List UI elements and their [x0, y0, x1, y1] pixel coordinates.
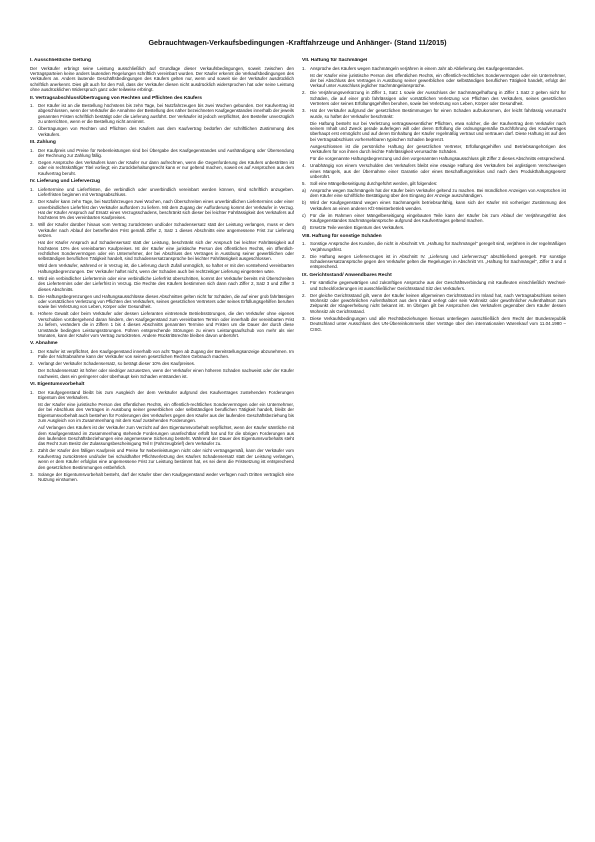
numbered-clause: [302, 108, 566, 119]
numbered-clause: [30, 349, 294, 360]
numbered-clause: [30, 103, 294, 125]
clause-number: 2.: [30, 159, 34, 165]
document-title: Gebrauchtwagen-Verkaufsbedingungen -Kraftfahrzeuge und Anhänger- (Stand 11/2015): [148, 38, 447, 47]
numbered-clause: [30, 160, 294, 176]
clause-number: 1.: [30, 186, 34, 192]
numbered-clause: [30, 126, 294, 137]
clause-text: Zahlt der Käufer den fälligen Kaufpreis und Preise für Nebenleistungen nicht oder nicht vertragsgemäß, kann der Verkäufer vom Kaufvertrag zurücktreten und/oder bei schuldhafter Pflichtverletzung des Käufers Schadensersatz statt der Leistung verlangen, wenn er dem Käufer erfolglos eine angemessene Frist zur Leistung bestimmt hat, es sei denn die Fristsetzung ist entsprechend den gesetzlichen Bestimmungen entbehrlich.: [38, 448, 294, 470]
clause-number: 3.: [302, 315, 306, 321]
numbered-clause: [30, 187, 294, 198]
clause-number: a): [302, 187, 306, 193]
section-heading: I. Ausschließliche Geltung: [30, 58, 91, 63]
clause-text: Wird der Kaufgegenstand wegen eines Sachmangels betriebsunfähig, kann sich der Käufer mit vorheriger Zustimmung des Verkäufers an einen anderen Kfz-Meisterbetrieb wenden.: [310, 200, 566, 211]
clause-text: Der Käufer ist verpflichtet, den Kaufgegenstand innerhalb von acht Tagen ab Zugang der Bereitstellungsanzeige abzunehmen. Im Falle der Nichtabnahme kann der Verkäufer von seinen gesetzlichen Rechten Gebrauch machen.: [38, 348, 294, 360]
clause-number: 2.: [302, 292, 306, 298]
section-heading: IV. Lieferung und Lieferverzug: [30, 179, 100, 185]
paragraph: Hat der Käufer Anspruch auf Schadensersatz statt der Leistung, beschränkt sich der Anspruch bei leichter Fahrlässigkeit auf höchstens 10% des vereinbarten Kaufpreises. Ist der Käufer eine juristische Person des öffentlichen Rechts, ein öffentlich-rechtliches Sondervermögen oder ein Unternehmer, der bei Abschluss des Vertrages in Ausübung seiner gewerblichen oder selbständigen beruflichen Tätigkeit handelt, sind Schadensersatzansprüche bei leichter Fahrlässigkeit ausgeschlossen.: [38, 240, 294, 262]
section-heading: VIII. Haftung für sonstige Schäden: [302, 233, 382, 239]
clause-text: Der gleiche Gerichtsstand gilt, wenn der Käufer keinen allgemeinen Gerichtsstand im Inland hat, nach Vertragsabschluss seinen Wohnsitz oder gewöhnlichen Aufenthaltsort aus dem Inland verlegt oder sein Wohnsitz oder gewöhnlicher Aufenthaltsort zum Zeitpunkt der Klageerhebung nicht bekannt ist. Im Übrigen gilt bei Ansprüchen des Verkäufers gegenüber dem Käufer dessen Wohnsitz als Gerichtsstand.: [310, 292, 566, 314]
paragraph: Der Schadensersatz ist höher oder niedriger anzusetzen, wenn der Verkäufer einen höheren Schaden nachweist oder der Käufer nachweist, dass ein geringerer oder überhaupt kein Schaden entstanden ist.: [38, 368, 294, 379]
clause-number: 2.: [30, 448, 34, 454]
clause-number: 1.: [302, 280, 306, 286]
numbered-clause: [30, 294, 294, 310]
numbered-clause: [302, 241, 566, 252]
clause-number: 1.: [30, 389, 34, 395]
clause-number: 2.: [302, 253, 306, 259]
clause-number: 3.: [30, 222, 34, 228]
clause-text: Soll eine Mängelbeseitigung durchgeführt werden, gilt folgendes:: [310, 180, 438, 186]
clause-number: 5.: [302, 180, 306, 186]
numbered-clause: [302, 66, 566, 71]
numbered-clause: [302, 200, 566, 211]
clause-number: 1.: [30, 147, 34, 153]
numbered-clause: [302, 254, 566, 270]
paragraph: Für die vorgenannte Haftungsbegrenzung und den vorgenannten Haftungsausschluss gilt Ziffer 2 dieses Abschnitts entsprechend.: [310, 156, 566, 162]
clause-number: 1.: [30, 103, 34, 109]
numbered-clause: [30, 448, 294, 470]
clause-number: 2.: [30, 361, 34, 367]
numbered-clause: [302, 188, 566, 199]
section-heading: III. Zahlung: [30, 140, 56, 146]
clause-text: Sonstige Ansprüche des Kunden, die nicht in Abschnitt VII. „Haftung für Sachmängel" geregelt sind, verjähren in der regelmäßigen Verjährungsfrist.: [310, 241, 566, 252]
clause-text: Liefertermine und Lieferfristen, die verbindlich oder unverbindlich vereinbart werden können, sind schriftlich anzugeben. Lieferfristen beginnen mit Vertragsabschluss.: [38, 186, 294, 198]
clause-text: Will der Käufer darüber hinaus vom Vertrag zurücktreten und/oder Schadensersatz statt der Leistung verlangen, muss er dem Verkäufer nach Ablauf der betreffenden Frist gemäß Ziffer 2, Satz 1 dieses Abschnitts eine angemessene Frist zur Lieferung setzen.: [38, 222, 294, 239]
numbered-clause: [30, 472, 294, 483]
numbered-clause: [302, 316, 566, 332]
clause-text: Der Käufer kann zehn Tage, bei Nutzfahrzeugen zwei Wochen, nach Überschreiten eines unverbindlichen Liefertermins oder einer unverbindlichen Lieferfrist den Verkäufer auffordern zu liefern. Mit dem Zugang der Aufforderung kommt der Verkäufer in Verzug. Hat der Käufer Anspruch auf Ersatz eines Verzugsschadens, beschränkt sich dieser bei leichter Fahrlässigkeit des Verkäufers auf höchstens 5% des vereinbarten Kaufpreises.: [38, 199, 294, 221]
clause-text: Die Verjährungsverkürzung in Ziffer 1, Satz 1 sowie der Ausschluss der Sachmängelhaftung in Ziffer 1 Satz 2 gelten nicht für Schäden, die auf einer grob fahrlässigen oder vorsätzlichen Verletzung von Pflichten des Verkäufers, seines gesetzlichen Vertreters oder seines Erfüllungsgehilfen beruhen, sowie bei Verletzung von Leben, Körper oder Gesundheit.: [310, 90, 566, 107]
clause-text: Übertragungen von Rechten und Pflichten des Käufers aus dem Kaufvertrag bedürfen der schriftlichen Zustimmung des Verkäufers.: [38, 126, 294, 137]
clause-text: Für die im Rahmen einer Mängelbeseitigung eingebauten Teile kann der Käufer bis zum Ablauf der Verjährungsfrist des Kaufgegenstandes Sachmängelansprüche aufgrund des Kaufvertrages geltend machen.: [310, 212, 566, 224]
numbered-clause: [302, 280, 566, 291]
clause-number: 3.: [302, 108, 306, 114]
clause-text: Solange der Eigentumsvorbehalt besteht, darf der Käufer über den Kaufgegenstand weder verfügen noch Dritten vertraglich eine Nutzung einräumen.: [38, 471, 294, 483]
clause-number: 4.: [30, 275, 34, 281]
clause-text: Unabhängig von einem Verschulden des Verkäufers bleibt eine etwaige Haftung des Verkäufers bei arglistigem Verschweigen eines Mangels, aus der Übernahme einer Garantie oder eines Beschaffungsrisikos und nach dem Produkthaftungsgesetz unberührt.: [310, 163, 566, 179]
numbered-clause: [302, 163, 566, 179]
clause-number: 6.: [30, 311, 34, 317]
numbered-clause: [302, 293, 566, 315]
clause-text: Höhere Gewalt oder beim Verkäufer oder dessen Lieferanten eintretende Betriebsstörungen, die den Verkäufer ohne eigenes Verschulden vorübergehend daran hindern, den Kaufgegenstand zum vereinbarten Termin oder innerhalb der vereinbarten Frist zu liefern, verändern die in Ziffern 1 bis 4 dieses Abschnitts genannten Termine und Fristen um die Dauer der durch diese Umstände bedingten Leistungsstörungen. Führen entsprechende Störungen zu einem Leistungsaufschub von mehr als vier Monaten, kann der Käufer vom Vertrag zurücktreten. Andere Rücktrittsrechte bleiben davon unberührt.: [38, 311, 294, 338]
clause-number: 3.: [30, 471, 34, 477]
numbered-clause: [30, 222, 294, 238]
clause-number: 1.: [302, 241, 306, 247]
clause-number: b): [302, 200, 306, 206]
clause-number: c): [302, 212, 306, 218]
clause-text: Diese Verkaufsbedingungen und alle Rechtsbeziehungen hieraus unterliegen ausschließlich dem Recht der Bundesrepublik Deutschland unter Ausschluss des UN-Übereinkommens über Verträge über den internationalen Warenkauf vom 11.04.1980 – CISG.: [310, 315, 566, 332]
numbered-clause: [30, 311, 294, 338]
clause-text: Der Kaufgegenstand bleibt bis zum Ausgleich der dem Verkäufer aufgrund des Kaufvertrages zustehenden Forderungen Eigentum des Verkäufers.: [38, 389, 294, 401]
section-heading: VI. Eigentumsvorbehalt: [30, 382, 85, 388]
paragraph: Ist der Käufer eine juristische Person des öffentlichen Rechts, ein öffentlich-rechtliches Sondervermögen oder ein Unternehmer, der bei Abschluss des Vertrages in Ausübung seiner gewerblichen oder selbständigen beruflichen Tätigkeit handelt, erfolgt der Verkauf unter Ausschluss jeglicher Sachmängelansprüche.: [310, 72, 566, 89]
clause-number: 4.: [302, 163, 306, 169]
numbered-clause: [302, 90, 566, 106]
clause-number: 5.: [30, 293, 34, 299]
numbered-clause: [302, 213, 566, 224]
numbered-clause: [30, 199, 294, 221]
paragraph: Auf Verlangen des Käufers ist der Verkäufer zum Verzicht auf den Eigentumsvorbehalt verpflichtet, wenn der Käufer sämtliche mit dem Kaufgegenstand im Zusammenhang stehende Forderungen unanfechtbar erfüllt hat und für die übrigen Forderungen aus den laufenden Geschäftsbeziehungen eine angemessene Sicherung besteht. Während der Dauer des Eigentumsvorbehalts steht das Recht zum Besitz der Zulassungsbescheinigung Teil II (Fahrzeugbrief) dem Verkäufer zu.: [38, 425, 294, 447]
clause-text: Der Kaufpreis und Preise für Nebenleistungen sind bei Übergabe des Kaufgegenstandes und Aushändigung oder Übersendung der Rechnung zur Zahlung fällig.: [38, 147, 294, 158]
clause-number: 2.: [302, 90, 306, 96]
clause-text: Wird ein verbindlicher Liefertermin oder eine verbindliche Lieferfrist überschritten, kommt der Verkäufer bereits mit Überschreiten des Liefertermins oder der Lieferfrist in Verzug. Die Rechte des Käufers bestimmen sich dann nach Ziffer 2, Satz 3 und Ziffer 3 dieses Abschnitts.: [38, 275, 294, 292]
clause-number: d): [302, 225, 306, 231]
clause-text: Hat der Verkäufer aufgrund der gesetzlichen Bestimmungen für einen Schaden aufzukommen, der leicht fahrlässig verursacht wurde, so haftet der Verkäufer beschränkt:: [310, 108, 566, 119]
paragraph: Ausgeschlossen ist die persönliche Haftung der gesetzlichen Vertreter, Erfüllungsgehilfen und Betriebsangehörigen des Verkäufers für von ihnen durch leichte Fahrlässigkeit verursachte Schäden.: [310, 143, 566, 155]
clause-text: Die Haftung wegen Lieferverzuges ist in Abschnitt IV. „Lieferung und Lieferverzug" abschließend geregelt. Für sonstige Schadensersatzansprüche gegen den Verkäufer gelten die Regelungen in Abschnitt VII. „Haftung für Sachmängel", Ziffer 3 und 4 entsprechend.: [310, 253, 566, 270]
clause-number: 2.: [30, 199, 34, 205]
numbered-clause: [302, 225, 566, 230]
numbered-clause: [30, 390, 294, 401]
clause-number: 2.: [30, 126, 34, 132]
section-heading: II. Vertragsabschluss/Übertragung von Rechten und Pflichten des Käufers: [30, 95, 203, 101]
clause-text: Ansprüche des Käufers wegen Sachmängeln verjähren in einem Jahr ab Ablieferung des Kaufgegenstandes.: [310, 65, 524, 71]
paragraph: Ist der Käufer eine juristische Person des öffentlichen Rechts, ein öffentlich-rechtliches Sondervermögen oder ein Unternehmer, der bei Abschluss des Vertrages in Ausübung seiner gewerblichen oder selbständigen beruflichen Tätigkeit handelt, bleibt der Eigentumsvorbehalt auch bestehen für Forderungen des Verkäufers gegen den Käufer aus der laufenden Geschäftsbeziehung bis zum Ausgleich von im Zusammenhang mit dem Kauf zustehenden Forderungen.: [38, 402, 294, 424]
clause-text: Der Käufer ist an die Bestellung höchstens bis zehn Tage, bei Nutzfahrzeugen bis zwei Wochen gebunden. Der Kaufvertrag ist abgeschlossen, wenn der Verkäufer die Annahme der Bestellung des näher bezeichneten Kaufgegenstandes innerhalb der jeweils genannten Fristen schriftlich bestätigt oder die Lieferung ausführt. Der Verkäufer ist jedoch verpflichtet, den Besteller unverzüglich zu unterrichten, wenn er die Bestellung nicht annimmt.: [38, 103, 294, 125]
clause-text: Ersetzte Teile werden Eigentum des Verkäufers.: [310, 225, 405, 231]
section-heading: IX. Gerichtsstand/ Anwendbares Recht: [302, 272, 392, 278]
clause-text: Für sämtliche gegenwärtigen und zukünftigen Ansprüche aus der Geschäftsverbindung mit Kaufleuten einschließlich Wechsel- und Scheckforderungen ist ausschließlicher Gerichtsstand Sitz des Verkäufers.: [310, 280, 566, 291]
clause-text: Gegen Ansprüche des Verkäufers kann der Käufer nur dann aufrechnen, wenn die Gegenforderung des Käufers unbestritten ist oder ein rechtskräftiger Titel vorliegt; ein Zurückbehaltungsrecht kann er nur geltend machen, soweit es auf Ansprüchen aus dem Kaufvertrag beruht.: [38, 159, 294, 176]
clause-text: Verlangt der Verkäufer Schadensersatz, so beträgt dieser 10% des Kaufpreises.: [38, 361, 196, 367]
left-column: [30, 58, 294, 828]
numbered-clause: [30, 361, 294, 366]
numbered-clause: [30, 276, 294, 292]
section-heading: VII. Haftung für Sachmängel: [302, 58, 368, 63]
paragraph: Die Haftung besteht nur bei Verletzung vertragswesentlicher Pflichten, etwa solcher, die der Kaufvertrag dem Verkäufer nach seinem Inhalt und Zweck gerade auferlegen will oder deren Erfüllung die ordnungsgemäße Durchführung des Kaufvertrages überhaupt erst ermöglicht und auf deren Einhaltung der Käufer regelmäßig vertraut und vertrauen darf. Diese Haftung ist auf den bei Vertragsabschluss vorhersehbaren typischen Schaden begrenzt.: [310, 120, 566, 142]
right-column: [302, 58, 566, 828]
clause-text: Die Haftungsbegrenzungen und Haftungsausschlüsse dieses Abschnittes gelten nicht für Schäden, die auf einer grob fahrlässigen oder vorsätzlichen Verletzung von Pflichten des Verkäufers, seines gesetzlichen Vertreters oder seines Erfüllungsgehilfen beruhen sowie bei Verletzung von Leben, Körper oder Gesundheit.: [38, 293, 294, 310]
numbered-clause: [302, 181, 566, 186]
numbered-clause: [30, 148, 294, 159]
paragraph: Der Verkäufer erbringt seine Leistung ausschließlich auf Grundlage dieser Verkaufsbedingungen, soweit zwischen den Vertragsparteien keine anders lautenden Regelungen schriftlich vereinbart wurden. Der Käufer erkennt die Verkaufsbedingungen des Verkäufers an. Anders lautende Geschäftsbedingungen des Käufers gelten nur, wenn und soweit sie der Verkäufer ausdrücklich schriftlich anerkennt. Dies gilt auch für den Fall, dass der Verkäufer diesen nicht ausdrücklich widersprochen hat oder seine Leistung ohne ausdrücklichen Widerspruch ganz oder teilweise erbringt.: [30, 65, 294, 93]
clause-number: 1.: [302, 65, 306, 71]
clause-number: 1.: [30, 348, 34, 354]
paragraph: Wird dem Verkäufer, während er in Verzug ist, die Lieferung durch Zufall unmöglich, so haftet er mit den vorstehend vereinbarten Haftungsbegrenzungen. Der Verkäufer haftet nicht, wenn der Schaden auch bei rechtzeitiger Lieferung eingetreten wäre.: [38, 263, 294, 274]
section-heading: V. Abnahme: [30, 341, 58, 347]
clause-text: Ansprüche wegen Sachmängeln hat der Käufer beim Verkäufer geltend zu machen. Bei mündlichen Anzeigen von Ansprüchen ist dem Käufer eine schriftliche Bestätigung über den Eingang der Anzeige auszuhändigen.: [310, 187, 566, 199]
